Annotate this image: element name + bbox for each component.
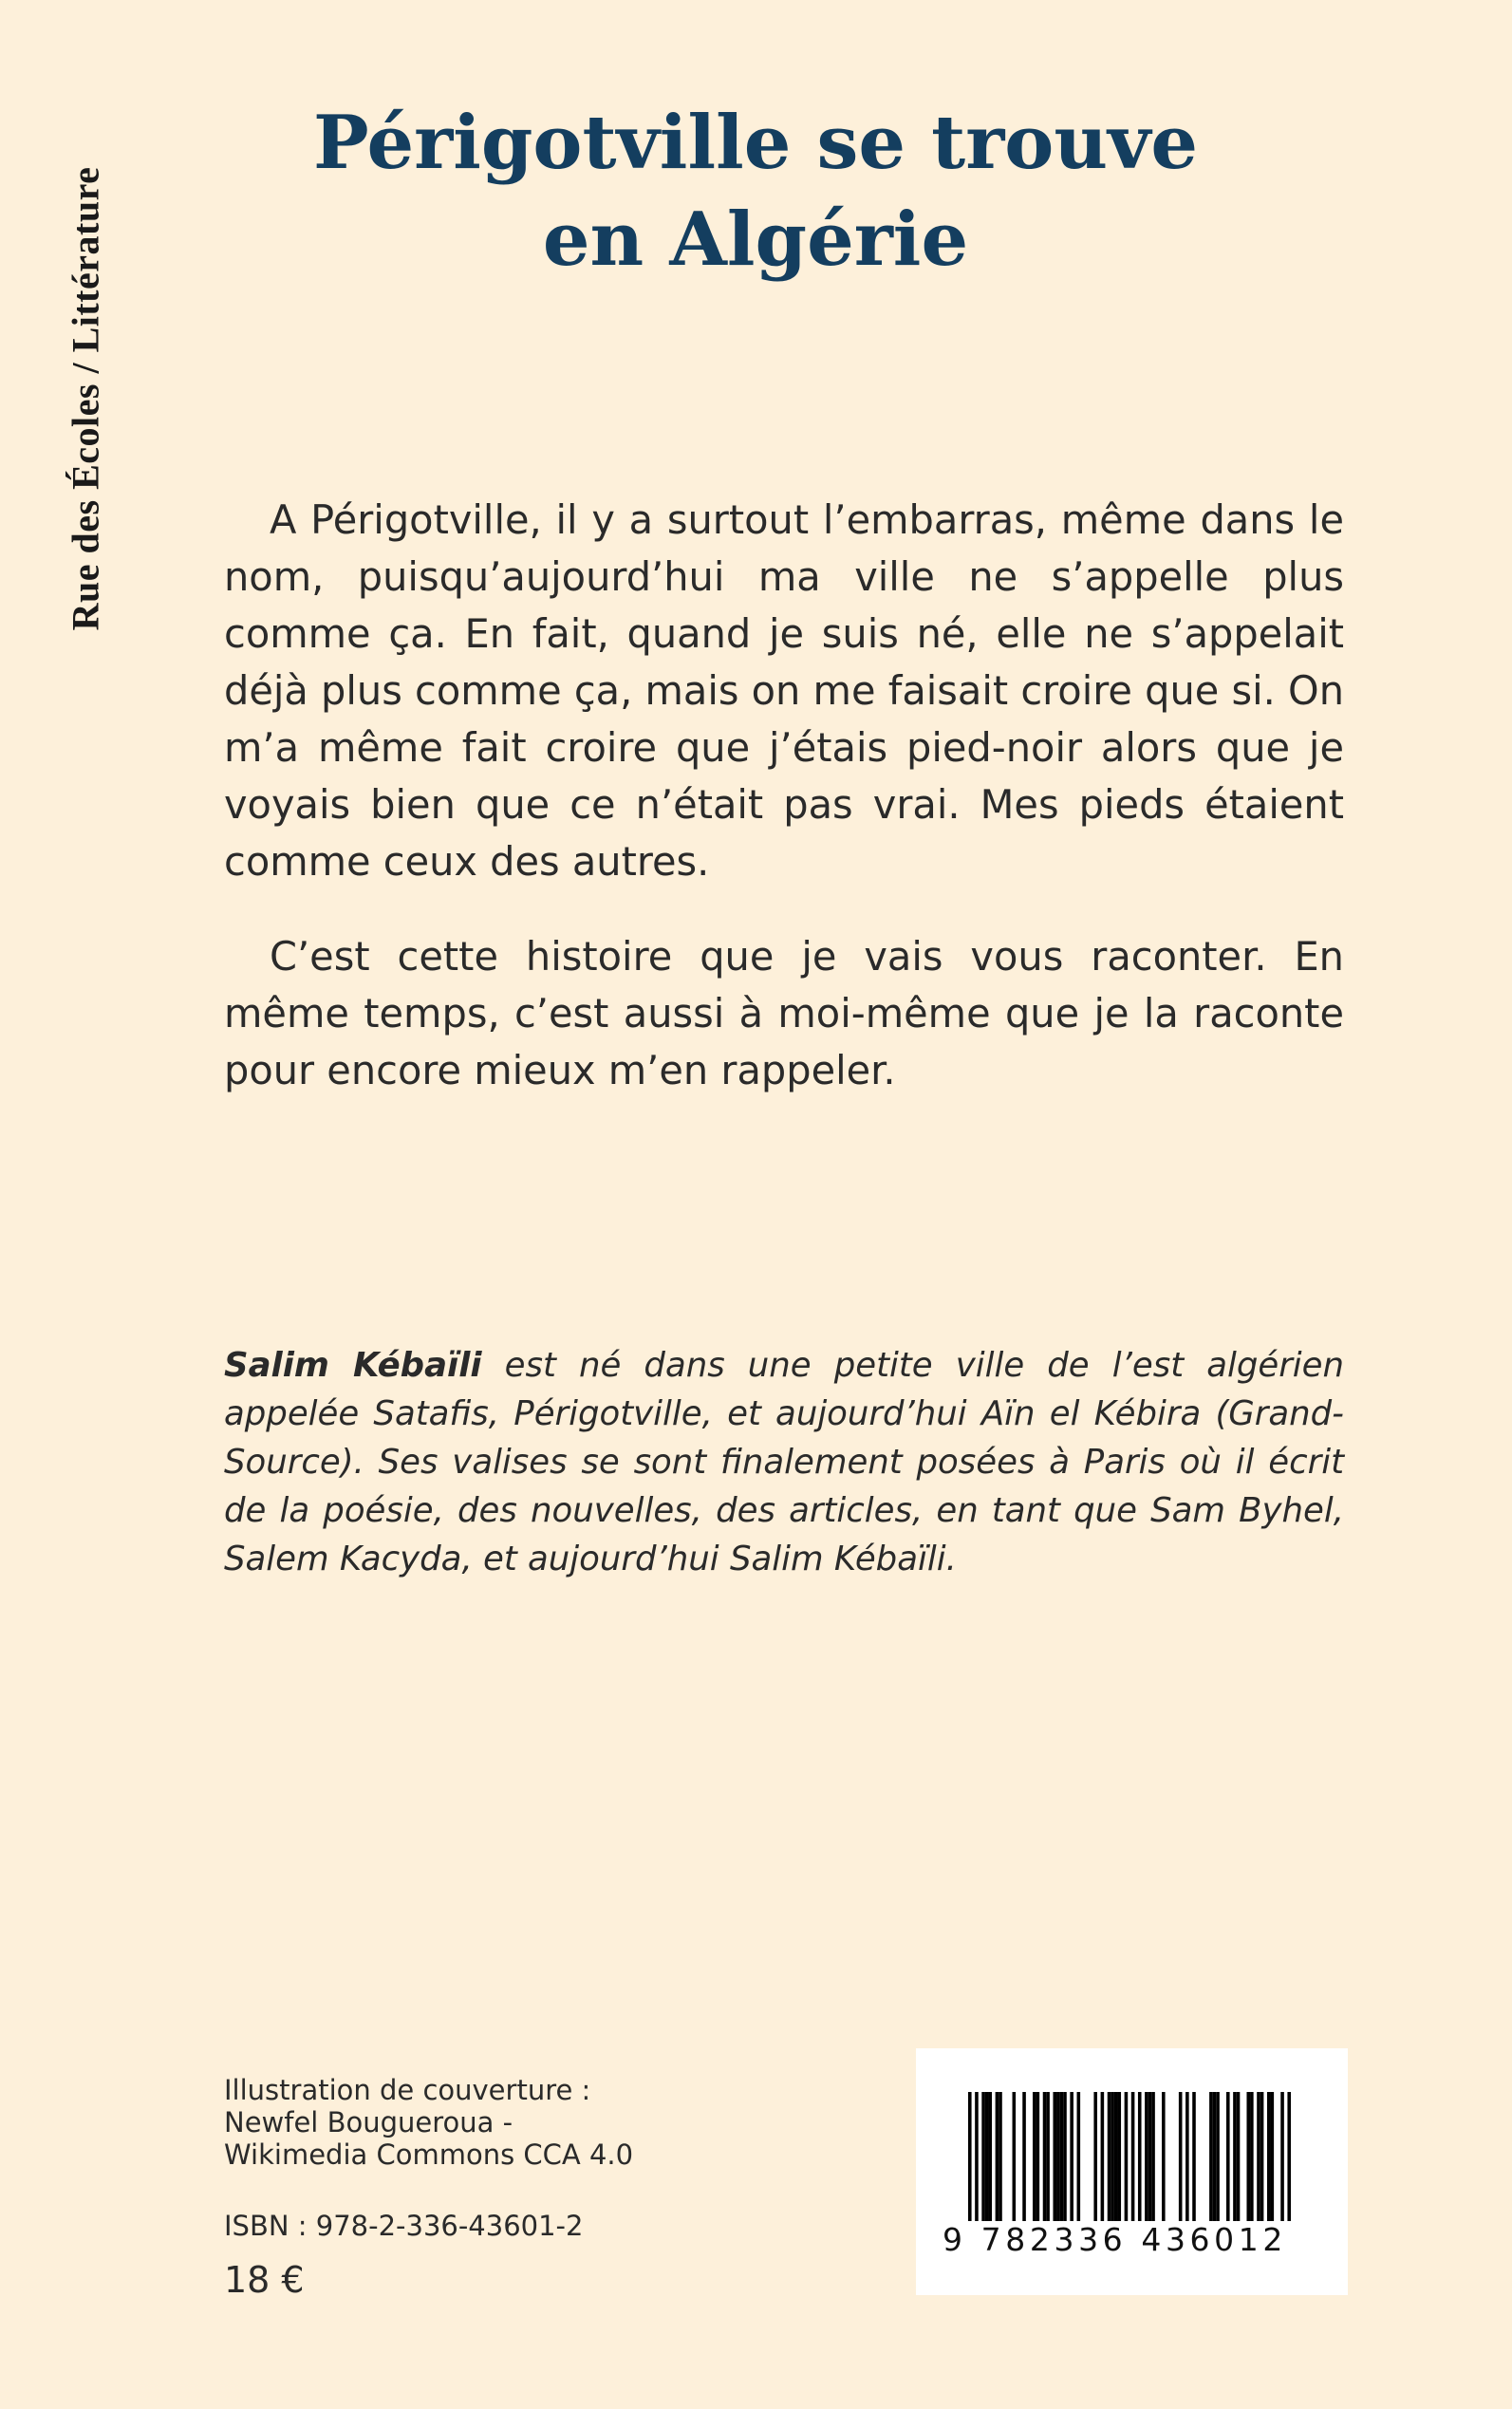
barcode-bar xyxy=(1070,2092,1073,2221)
blurb-paragraph-1: A Périgotville, il y a surtout l’embarras, même dans le nom, puisqu’aujourd’hui ma ville ne s’appelle plus comme ça. En fait, quand je suis né, elle ne s’appelait déjà plus comme ça, mais on me faisait croire que si. On m’a même fait croire que j’étais pied-noir alors que je voyais bien que ce n’était pas vrai. Mes pieds étaient comme ceux des autres. xyxy=(224,496,1344,885)
barcode-bar xyxy=(1250,2092,1254,2221)
author-bio-text: est né dans une petite ville de l’est algérien appelée Satafis, Périgotville, et aujourd’hui Aïn el Kébira (Grand-Source). Ses valises se sont finalement posées à Paris où il écrit de la poésie, des nouvelles, des articles, en tant que Sam Byhel, Salem Kacyda, et aujourd’hui Salim Kébaïli. xyxy=(224,1346,1345,1578)
barcode-bar xyxy=(1077,2092,1081,2221)
book-title-line-1: Périgotville se trouve xyxy=(312,100,1198,186)
blurb xyxy=(224,492,1344,1137)
barcode-bar xyxy=(996,2092,999,2221)
barcode-bar xyxy=(1271,2092,1275,2221)
barcode-bar xyxy=(1117,2092,1121,2221)
barcode-bar xyxy=(1131,2092,1135,2221)
barcode-bar xyxy=(1108,2092,1111,2221)
barcode-bar xyxy=(1237,2092,1241,2221)
barcode-bar xyxy=(1060,2092,1064,2221)
barcode-bars-icon xyxy=(968,2092,1291,2221)
book-title xyxy=(224,95,1287,289)
credits-line-3: Wikimedia Commons CCA 4.0 xyxy=(224,2138,634,2171)
barcode-bar xyxy=(1056,2092,1060,2221)
barcode-bar xyxy=(1101,2092,1105,2221)
book-title-line-2: en Algérie xyxy=(542,196,969,283)
barcode-bar xyxy=(1216,2092,1220,2221)
barcode-bar xyxy=(1145,2092,1148,2221)
barcode-bar xyxy=(1162,2092,1166,2221)
barcode-bar xyxy=(1226,2092,1230,2221)
barcode-bar xyxy=(1179,2092,1183,2221)
barcode-bar xyxy=(1013,2092,1017,2221)
barcode-bar xyxy=(975,2092,979,2221)
barcode-bar xyxy=(1209,2092,1213,2221)
barcode-bar xyxy=(1063,2092,1067,2221)
barcode-bar xyxy=(1111,2092,1114,2221)
barcode-bar xyxy=(985,2092,989,2221)
barcode xyxy=(916,2048,1348,2295)
barcode-bar xyxy=(999,2092,1002,2221)
blurb-paragraph-2: C’est cette histoire que je vais vous raconter. En même temps, c’est aussi à moi-même que je la raconte pour encore mieux m’en rappeler. xyxy=(224,933,1344,1093)
barcode-bar xyxy=(1125,2092,1129,2221)
barcode-bar xyxy=(1036,2092,1040,2221)
author-name: Salim Kébaïli xyxy=(224,1346,482,1385)
barcode-bar xyxy=(1138,2092,1142,2221)
barcode-bar xyxy=(988,2092,992,2221)
barcode-bar xyxy=(1257,2092,1260,2221)
credits-line-2: Newfel Bougueroua - xyxy=(224,2106,513,2138)
barcode-bar xyxy=(1043,2092,1047,2221)
barcode-bar xyxy=(1287,2092,1291,2221)
barcode-bar xyxy=(981,2092,985,2221)
barcode-bar xyxy=(1233,2092,1237,2221)
barcode-bar xyxy=(1246,2092,1250,2221)
barcode-bar xyxy=(1046,2092,1050,2221)
barcode-bar xyxy=(1192,2092,1196,2221)
barcode-bar xyxy=(1213,2092,1217,2221)
barcode-bar xyxy=(1093,2092,1097,2221)
barcode-bar xyxy=(1267,2092,1271,2221)
barcode-bar xyxy=(1260,2092,1264,2221)
barcode-digits: 9 782336 436012 xyxy=(943,2221,1287,2258)
author-bio xyxy=(224,1341,1344,1583)
barcode-bar xyxy=(1185,2092,1189,2221)
credits-line-1: Illustration de couverture : xyxy=(224,2074,591,2106)
isbn-label: ISBN : 978-2-336-43601-2 xyxy=(224,2210,584,2242)
barcode-bar xyxy=(968,2092,972,2221)
barcode-bar xyxy=(1053,2092,1056,2221)
barcode-bar xyxy=(1022,2092,1026,2221)
barcode-bar xyxy=(1114,2092,1118,2221)
barcode-bar xyxy=(1033,2092,1036,2221)
barcode-bar xyxy=(1151,2092,1155,2221)
collection-name: Rue des Écoles / Littérature xyxy=(64,166,107,631)
barcode-bar xyxy=(1148,2092,1152,2221)
barcode-bar xyxy=(1280,2092,1284,2221)
price-label: 18 € xyxy=(224,2259,305,2301)
cover-credits xyxy=(224,2074,633,2171)
spine-collection-label xyxy=(38,104,133,693)
